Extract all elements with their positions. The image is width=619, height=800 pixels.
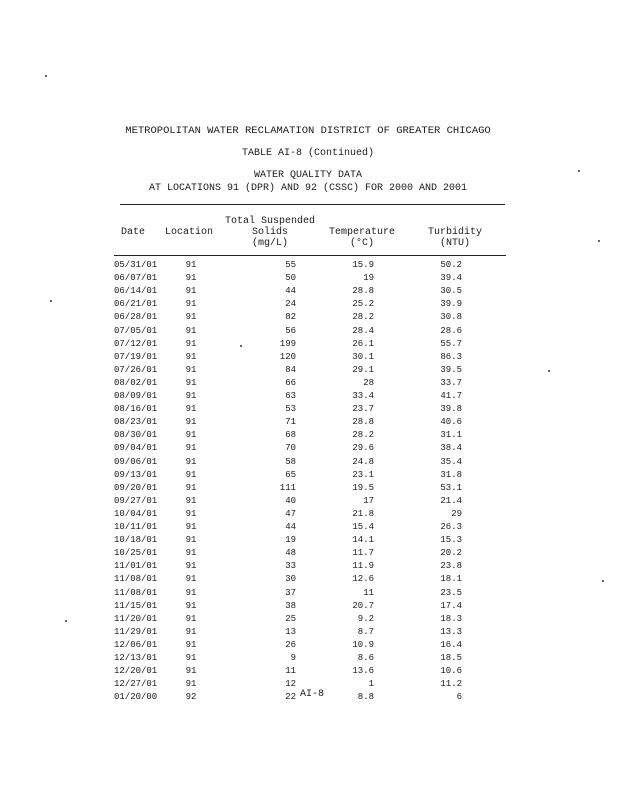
cell-location: 92 <box>185 692 197 703</box>
cell-location: 91 <box>185 679 197 690</box>
cell-turbidity: 23.5 <box>440 587 462 598</box>
cell-turbidity: 29 <box>451 508 462 519</box>
cell-location: 91 <box>185 417 197 428</box>
cell-temperature: 28.2 <box>352 430 374 441</box>
cell-tss: 50 <box>285 273 296 284</box>
cell-tss: 44 <box>285 522 296 532</box>
column-header-turbidity: Turbidity <box>427 227 483 238</box>
cell-turbidity: 18.5 <box>440 653 462 663</box>
cell-location: 91 <box>185 666 197 677</box>
cell-turbidity: 55.7 <box>440 338 462 349</box>
column-header-temperature-unit: (°C) <box>349 238 375 249</box>
cell-turbidity: 11.2 <box>440 679 462 690</box>
cell-temperature: 17 <box>363 495 374 506</box>
cell-date: 11/01/01 <box>114 561 158 572</box>
cell-tss: 199 <box>279 338 296 349</box>
cell-turbidity: 23.8 <box>440 561 462 572</box>
cell-date: 12/13/01 <box>114 653 158 663</box>
cell-temperature: 30.1 <box>352 351 374 362</box>
page-number: AI-8 <box>299 689 325 700</box>
cell-date: 08/30/01 <box>114 430 158 441</box>
cell-turbidity: 16.4 <box>440 639 462 650</box>
cell-date: 05/31/01 <box>114 260 158 270</box>
cell-tss: 13 <box>285 626 296 637</box>
cell-tss: 25 <box>285 613 296 624</box>
cell-turbidity: 39.9 <box>440 299 462 310</box>
cell-temperature: 24.8 <box>352 456 374 467</box>
scan-speck <box>50 300 52 302</box>
cell-turbidity: 13.3 <box>440 626 462 637</box>
cell-temperature: 12.6 <box>352 574 374 585</box>
cell-tss: 48 <box>285 548 296 559</box>
cell-location: 91 <box>185 482 197 493</box>
cell-temperature: 8.7 <box>357 626 374 637</box>
cell-temperature: 8.6 <box>357 653 374 663</box>
cell-tss: 44 <box>285 286 296 297</box>
cell-tss: 26 <box>285 639 296 650</box>
cell-tss: 47 <box>285 508 296 519</box>
scan-speck <box>65 620 67 622</box>
cell-turbidity: 33.7 <box>440 377 462 388</box>
cell-temperature: 10.9 <box>352 639 374 650</box>
cell-tss: 33 <box>285 561 296 572</box>
cell-turbidity: 39.5 <box>440 364 462 375</box>
cell-location: 91 <box>185 338 197 349</box>
cell-turbidity: 15.3 <box>440 535 462 546</box>
cell-tss: 53 <box>285 404 296 415</box>
cell-location: 91 <box>185 508 197 519</box>
cell-location: 91 <box>185 325 197 336</box>
cell-tss: 11 <box>285 666 296 677</box>
cell-date: 12/06/01 <box>114 639 158 650</box>
header-bottom-rule <box>114 255 506 256</box>
cell-temperature: 8.8 <box>357 692 374 703</box>
cell-date: 08/09/01 <box>114 391 158 401</box>
scan-speck <box>45 75 47 77</box>
cell-tss: 68 <box>285 430 296 441</box>
cell-date: 06/07/01 <box>114 273 158 284</box>
cell-location: 91 <box>185 495 197 506</box>
cell-date: 11/20/01 <box>114 613 158 624</box>
cell-tss: 84 <box>285 364 296 375</box>
cell-tss: 71 <box>285 417 296 428</box>
cell-turbidity: 26.3 <box>440 522 462 532</box>
cell-temperature: 28 <box>363 377 374 388</box>
cell-date: 12/27/01 <box>114 679 158 690</box>
scan-speck <box>548 370 550 372</box>
cell-temperature: 29.1 <box>352 364 374 375</box>
cell-tss: 22 <box>285 692 296 703</box>
cell-date: 09/27/01 <box>114 495 158 506</box>
cell-temperature: 19.5 <box>352 482 374 493</box>
cell-turbidity: 30.8 <box>440 312 462 323</box>
cell-turbidity: 18.3 <box>440 613 462 624</box>
cell-tss: 30 <box>285 574 296 585</box>
cell-temperature: 11 <box>363 587 374 598</box>
cell-tss: 12 <box>285 679 296 690</box>
cell-date: 11/08/01 <box>114 587 158 598</box>
cell-location: 91 <box>185 600 197 611</box>
cell-turbidity: 18.1 <box>440 574 462 585</box>
column-header-tss-line2: Solids <box>251 227 289 238</box>
cell-temperature: 15.4 <box>352 522 374 532</box>
table-subtitle: AT LOCATIONS 91 (DPR) AND 92 (CSSC) FOR 2000 AND 2001 <box>148 183 468 194</box>
cell-date: 07/26/01 <box>114 364 158 375</box>
cell-date: 08/16/01 <box>114 404 158 415</box>
cell-turbidity: 39.4 <box>440 273 462 284</box>
cell-turbidity: 31.1 <box>440 430 462 441</box>
cell-location: 91 <box>185 548 197 559</box>
cell-location: 91 <box>185 299 197 310</box>
cell-tss: 38 <box>285 600 296 611</box>
cell-temperature: 19 <box>363 273 374 284</box>
cell-location: 91 <box>185 443 197 454</box>
cell-tss: 70 <box>285 443 296 454</box>
cell-location: 91 <box>185 469 197 480</box>
cell-temperature: 21.8 <box>352 508 374 519</box>
cell-location: 91 <box>185 286 197 297</box>
agency-title: METROPOLITAN WATER RECLAMATION DISTRICT OF GREATER CHICAGO <box>125 125 491 137</box>
cell-date: 06/21/01 <box>114 299 158 310</box>
column-header-date: Date <box>120 227 146 238</box>
cell-turbidity: 38.4 <box>440 443 462 454</box>
cell-location: 91 <box>185 351 197 362</box>
cell-date: 09/04/01 <box>114 443 158 454</box>
cell-temperature: 25.2 <box>352 299 374 310</box>
cell-date: 06/28/01 <box>114 312 158 323</box>
cell-location: 91 <box>185 535 197 546</box>
cell-turbidity: 53.1 <box>440 482 462 493</box>
cell-date: 10/11/01 <box>114 522 158 532</box>
cell-turbidity: 86.3 <box>440 351 462 362</box>
cell-tss: 56 <box>285 325 296 336</box>
cell-temperature: 33.4 <box>352 391 374 401</box>
cell-temperature: 15.9 <box>352 260 374 270</box>
cell-location: 91 <box>185 639 197 650</box>
cell-tss: 120 <box>279 351 296 362</box>
cell-location: 91 <box>185 312 197 323</box>
cell-location: 91 <box>185 626 197 637</box>
cell-turbidity: 20.2 <box>440 548 462 559</box>
cell-turbidity: 6 <box>456 692 462 703</box>
cell-location: 91 <box>185 613 197 624</box>
cell-date: 11/15/01 <box>114 600 158 611</box>
cell-temperature: 28.4 <box>352 325 374 336</box>
cell-location: 91 <box>185 391 197 401</box>
cell-location: 91 <box>185 522 197 532</box>
cell-tss: 37 <box>285 587 296 598</box>
cell-temperature: 28.2 <box>352 312 374 323</box>
scan-speck <box>578 170 580 172</box>
cell-location: 91 <box>185 273 197 284</box>
cell-temperature: 11.7 <box>352 548 374 559</box>
column-header-tss: Total Suspended <box>224 216 316 227</box>
cell-location: 91 <box>185 587 197 598</box>
cell-date: 08/23/01 <box>114 417 158 428</box>
cell-turbidity: 35.4 <box>440 456 462 467</box>
cell-location: 91 <box>185 404 197 415</box>
cell-temperature: 29.6 <box>352 443 374 454</box>
cell-date: 10/18/01 <box>114 535 158 546</box>
cell-location: 91 <box>185 574 197 585</box>
column-header-tss-unit: (mg/L) <box>251 238 289 249</box>
scan-speck <box>602 580 604 582</box>
cell-location: 91 <box>185 260 197 270</box>
column-header-location: Location <box>164 227 214 238</box>
cell-tss: 111 <box>279 482 296 493</box>
cell-date: 07/19/01 <box>114 351 158 362</box>
cell-temperature: 26.1 <box>352 338 374 349</box>
table-id: TABLE AI-8 (Continued) <box>241 148 375 159</box>
cell-date: 07/12/01 <box>114 338 158 349</box>
cell-turbidity: 28.6 <box>440 325 462 336</box>
cell-tss: 40 <box>285 495 296 506</box>
cell-temperature: 13.6 <box>352 666 374 677</box>
cell-tss: 65 <box>285 469 296 480</box>
cell-location: 91 <box>185 456 197 467</box>
cell-date: 06/14/01 <box>114 286 158 297</box>
cell-location: 91 <box>185 430 197 441</box>
cell-tss: 19 <box>285 535 296 546</box>
column-header-turbidity-unit: (NTU) <box>439 238 471 249</box>
cell-date: 11/29/01 <box>114 626 158 637</box>
cell-temperature: 20.7 <box>352 600 374 611</box>
cell-turbidity: 41.7 <box>440 391 462 401</box>
cell-date: 12/20/01 <box>114 666 158 677</box>
cell-tss: 58 <box>285 456 296 467</box>
cell-temperature: 14.1 <box>352 535 374 546</box>
cell-temperature: 28.8 <box>352 417 374 428</box>
cell-date: 09/06/01 <box>114 456 158 467</box>
cell-turbidity: 40.6 <box>440 417 462 428</box>
cell-tss: 24 <box>285 299 296 310</box>
cell-temperature: 23.1 <box>352 469 374 480</box>
cell-date: 01/20/00 <box>114 692 158 703</box>
cell-turbidity: 50.2 <box>440 260 462 270</box>
cell-temperature: 1 <box>368 679 374 690</box>
table-title: WATER QUALITY DATA <box>253 170 363 181</box>
cell-date: 08/02/01 <box>114 377 158 388</box>
cell-tss: 82 <box>285 312 296 323</box>
cell-location: 91 <box>185 377 197 388</box>
cell-location: 91 <box>185 653 197 663</box>
cell-temperature: 23.7 <box>352 404 374 415</box>
cell-tss: 9 <box>290 653 296 663</box>
cell-tss: 63 <box>285 391 296 401</box>
cell-date: 11/08/01 <box>114 574 158 585</box>
cell-tss: 55 <box>285 260 296 270</box>
cell-date: 10/04/01 <box>114 508 158 519</box>
cell-location: 91 <box>185 561 197 572</box>
cell-turbidity: 21.4 <box>440 495 462 506</box>
cell-turbidity: 17.4 <box>440 600 462 611</box>
cell-date: 07/05/01 <box>114 325 158 336</box>
cell-date: 09/13/01 <box>114 469 158 480</box>
cell-turbidity: 39.8 <box>440 404 462 415</box>
cell-location: 91 <box>185 364 197 375</box>
cell-temperature: 28.8 <box>352 286 374 297</box>
cell-temperature: 9.2 <box>357 613 374 624</box>
cell-turbidity: 10.6 <box>440 666 462 677</box>
scan-speck <box>598 240 600 242</box>
cell-temperature: 11.9 <box>352 561 374 572</box>
cell-tss: 66 <box>285 377 296 388</box>
cell-turbidity: 30.5 <box>440 286 462 297</box>
scan-speck <box>240 345 242 347</box>
cell-date: 10/25/01 <box>114 548 158 559</box>
cell-turbidity: 31.8 <box>440 469 462 480</box>
cell-date: 09/20/01 <box>114 482 158 493</box>
header-top-rule <box>120 204 505 205</box>
column-header-temperature: Temperature <box>328 227 396 238</box>
